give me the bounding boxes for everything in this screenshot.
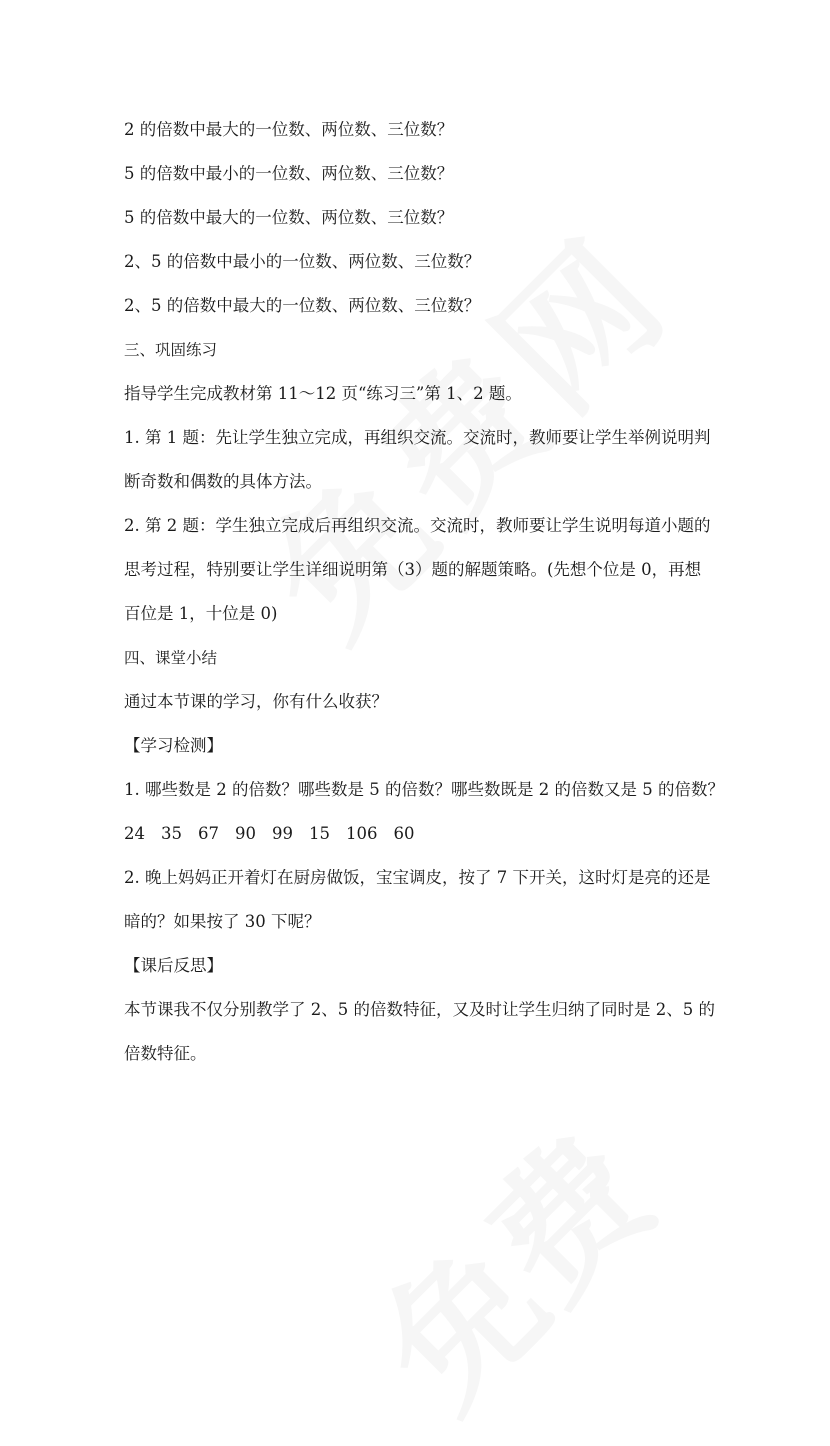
check-question-1: 1. 哪些数是 2 的倍数？哪些数是 5 的倍数？哪些数既是 2 的倍数又是 5 的倍数？ xyxy=(124,780,724,799)
number-item: 90 xyxy=(235,824,256,843)
number-item: 106 xyxy=(346,824,378,843)
section-heading-summary: 四、课堂小结 xyxy=(124,649,218,667)
paragraph-reflection-line-1: 本节课我不仅分别教学了 2、5 的倍数特征，又及时让学生归纳了同时是 2、5 的 xyxy=(124,1000,715,1019)
question-largest-multiple-of-2: 2 的倍数中最大的一位数、两位数、三位数？ xyxy=(124,120,454,139)
number-item: 24 xyxy=(124,824,145,843)
number-item: 67 xyxy=(198,824,219,843)
paragraph-textbook-guide: 指导学生完成教材第 11～12 页“练习三”第 1、2 题。 xyxy=(124,384,522,403)
paragraph-reflection-line-2: 倍数特征。 xyxy=(124,1044,207,1063)
question-smallest-multiple-of-5: 5 的倍数中最小的一位数、两位数、三位数？ xyxy=(124,164,454,183)
question-smallest-multiple-of-2-and-5: 2、5 的倍数中最小的一位数、两位数、三位数？ xyxy=(124,252,481,271)
section-heading-practice: 三、巩固练习 xyxy=(124,341,218,359)
document-body xyxy=(124,108,724,1076)
number-item: 15 xyxy=(309,824,330,843)
number-item: 60 xyxy=(393,824,415,843)
section-heading-learning-check: 【学习检测】 xyxy=(124,736,223,755)
check-question-2-line-1: 2. 晚上妈妈正开着灯在厨房做饭，宝宝调皮，按了 7 下开关，这时灯是亮的还是 xyxy=(124,868,711,887)
number-list xyxy=(124,812,714,856)
paragraph-exercise-1-line-1: 1. 第 1 题：先让学生独立完成，再组织交流。交流时，教师要让学生举例说明判 xyxy=(124,428,711,447)
section-heading-reflection: 【课后反思】 xyxy=(124,956,223,975)
number-item: 35 xyxy=(161,824,182,843)
check-question-2-line-2: 暗的？如果按了 30 下呢？ xyxy=(124,912,321,931)
question-largest-multiple-of-5: 5 的倍数中最大的一位数、两位数、三位数？ xyxy=(124,208,454,227)
number-item: 99 xyxy=(272,824,293,843)
paragraph-exercise-1-line-2: 断奇数和偶数的具体方法。 xyxy=(124,472,322,491)
paragraph-exercise-2-line-3: 百位是 1，十位是 0) xyxy=(124,604,278,623)
paragraph-exercise-2-line-2: 思考过程，特别要让学生详细说明第（3）题的解题策略。(先想个位是 0，再想 xyxy=(124,560,702,579)
paragraph-exercise-2-line-1: 2. 第 2 题：学生独立完成后再组织交流。交流时，教师要让学生说明每道小题的 xyxy=(124,516,711,535)
question-largest-multiple-of-2-and-5: 2、5 的倍数中最大的一位数、两位数、三位数？ xyxy=(124,296,481,315)
paragraph-summary-question: 通过本节课的学习，你有什么收获？ xyxy=(124,692,388,711)
